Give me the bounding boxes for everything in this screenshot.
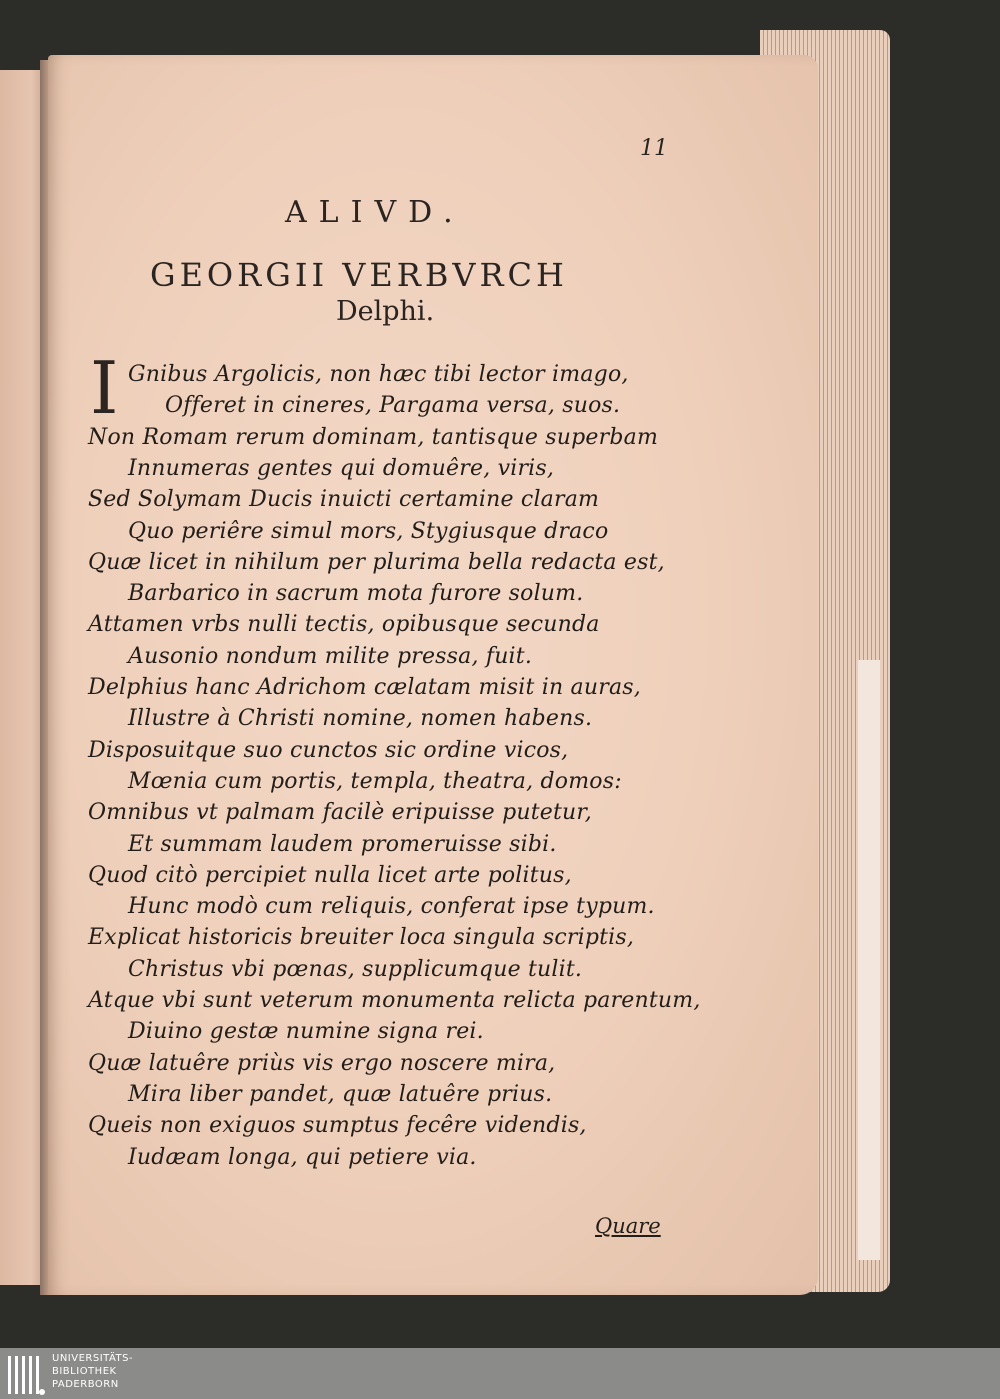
verse-line: Et summam laudem promeruisse sibi. xyxy=(128,831,557,857)
verse-line: Hunc modò cum reliquis, conferat ipse typum. xyxy=(128,894,655,920)
verse-line: Quæ licet in nihilum per plurima bella redacta est, xyxy=(88,549,665,575)
verse-line: Quod citò percipiet nulla licet arte politus, xyxy=(88,862,572,888)
verse-line: Quo periêre simul mors, Stygiusque draco xyxy=(128,518,609,544)
verse-line: Gnibus Argolicis, non hæc tibi lector imago, xyxy=(128,362,629,387)
verse-line: Iudæam longa, qui petiere via. xyxy=(128,1144,477,1170)
verse-line: Disposuitque suo cunctos sic ordine vicos, xyxy=(88,737,569,763)
library-logo-text xyxy=(52,1352,133,1391)
verse-line: Omnibus vt palmam facilè eripuisse putetur, xyxy=(88,800,592,826)
verse-line: Mira liber pandet, quæ latuêre prius. xyxy=(128,1081,553,1107)
library-footer xyxy=(0,1348,1000,1399)
verse-line: Offeret in cineres, Pargama versa, suos. xyxy=(165,393,621,419)
verse-line: Quæ latuêre priùs vis ergo noscere mira, xyxy=(88,1050,556,1076)
verse-line: Innumeras gentes qui domuêre, viris, xyxy=(128,455,555,481)
subheading: GEORGII VERBVRCH xyxy=(150,256,568,294)
verse-line: Barbarico in sacrum mota furore solum. xyxy=(128,581,584,607)
verse-line: Explicat historicis breuiter loca singula scriptis, xyxy=(88,925,635,951)
library-logo-icon xyxy=(6,1352,46,1396)
author-place: Delphi. xyxy=(336,296,435,327)
verse-line: Delphius hanc Adrichom cælatam misit in auras, xyxy=(88,675,641,700)
verse-line: Illustre à Christi nomine, nomen habens. xyxy=(128,706,593,732)
verse-line: Attamen vrbs nulli tectis, opibusque secunda xyxy=(88,612,600,638)
verse-line: Christus vbi pœnas, supplicumque tulit. xyxy=(128,956,583,982)
verse-line: Mœnia cum portis, templa, theatra, domos: xyxy=(128,768,622,794)
logo-line: UNIVERSITÄTS- xyxy=(52,1353,134,1364)
heading: ALIVD. xyxy=(285,195,465,230)
page-number: 11 xyxy=(640,136,668,161)
verse-line: Sed Solymam Ducis inuicti certamine claram xyxy=(88,487,600,513)
catchword: Quare xyxy=(595,1214,661,1238)
verse-line: Queis non exiguos sumptus fecêre videndis, xyxy=(88,1113,587,1139)
back-sheet-lower xyxy=(858,660,880,1260)
logo-line: BIBLIOTHEK xyxy=(52,1366,117,1377)
verse-line: Diuino gestæ numine signa rei. xyxy=(128,1019,484,1045)
verse-line: Non Romam rerum dominam, tantisque superbam xyxy=(88,424,659,450)
verse-line: Ausonio nondum milite pressa, fuit. xyxy=(128,643,533,669)
logo-line: PADERBORN xyxy=(52,1379,119,1390)
verse-line: Atque vbi sunt veterum monumenta relicta parentum, xyxy=(88,988,701,1013)
drop-cap: I xyxy=(90,346,119,430)
